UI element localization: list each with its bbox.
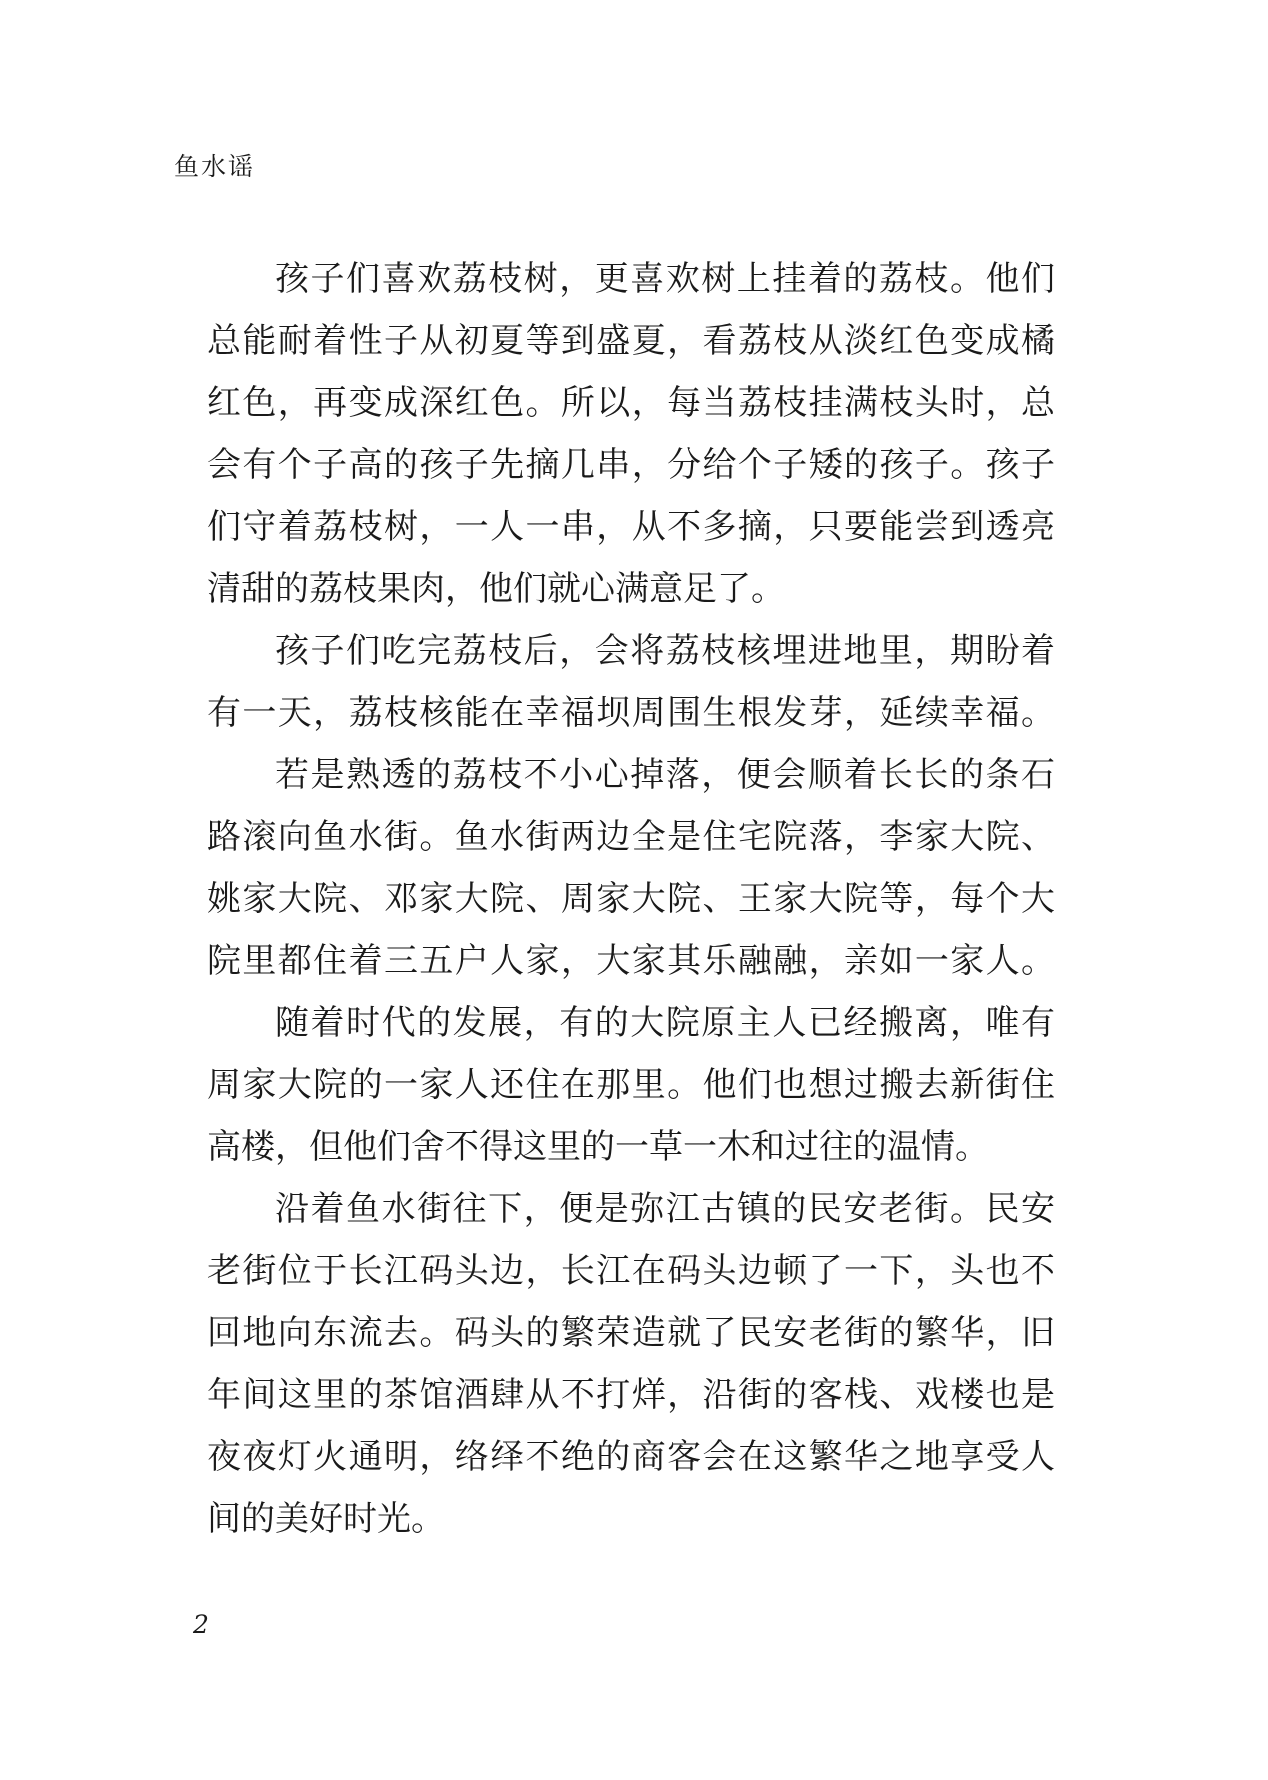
paragraph-line: 周家大院的一家人还住在那里。他们也想过搬去新街住 bbox=[207, 1065, 1055, 1105]
paragraph-line: 红色，再变成深红色。所以，每当荔枝挂满枝头时，总 bbox=[207, 383, 1055, 423]
page-number: 2 bbox=[193, 1610, 209, 1639]
paragraph-line: 孩子们吃完荔枝后，会将荔枝核埋进地里，期盼着 bbox=[275, 631, 1055, 671]
paragraph-line: 老街位于长江码头边，长江在码头边顿了一下，头也不 bbox=[207, 1251, 1055, 1291]
running-header-title: 鱼水谣 bbox=[174, 152, 256, 181]
paragraph-line: 沿着鱼水街往下，便是弥江古镇的民安老街。民安 bbox=[275, 1189, 1055, 1229]
paragraph-line: 会有个子高的孩子先摘几串，分给个子矮的孩子。孩子 bbox=[207, 445, 1055, 485]
paragraph-line: 若是熟透的荔枝不小心掉落，便会顺着长长的条石 bbox=[275, 755, 1055, 795]
paragraph-line: 们守着荔枝树，一人一串，从不多摘，只要能尝到透亮 bbox=[207, 507, 1055, 547]
paragraph-line: 路滚向鱼水街。鱼水街两边全是住宅院落，李家大院、 bbox=[207, 817, 1055, 857]
paragraph-line: 总能耐着性子从初夏等到盛夏，看荔枝从淡红色变成橘 bbox=[207, 321, 1055, 361]
paragraph-line: 孩子们喜欢荔枝树，更喜欢树上挂着的荔枝。他们 bbox=[275, 259, 1055, 299]
paragraph-line: 随着时代的发展，有的大院原主人已经搬离，唯有 bbox=[275, 1003, 1055, 1043]
paragraph-line: 清甜的荔枝果肉，他们就心满意足了。 bbox=[207, 569, 785, 609]
paragraph-line: 年间这里的茶馆酒肆从不打烊，沿街的客栈、戏楼也是 bbox=[207, 1375, 1055, 1415]
body-text bbox=[207, 248, 1055, 1550]
paragraph-line: 间的美好时光。 bbox=[207, 1499, 445, 1539]
paragraph-line: 高楼，但他们舍不得这里的一草一木和过往的温情。 bbox=[207, 1127, 989, 1167]
paragraph-line: 有一天，荔枝核能在幸福坝周围生根发芽，延续幸福。 bbox=[207, 693, 1055, 733]
paragraph-line: 夜夜灯火通明，络绎不绝的商客会在这繁华之地享受人 bbox=[207, 1437, 1055, 1477]
paragraph-line: 回地向东流去。码头的繁荣造就了民安老街的繁华，旧 bbox=[207, 1313, 1055, 1353]
paragraph-line: 院里都住着三五户人家，大家其乐融融，亲如一家人。 bbox=[207, 941, 1055, 981]
paragraph-line: 姚家大院、邓家大院、周家大院、王家大院等，每个大 bbox=[207, 879, 1055, 919]
